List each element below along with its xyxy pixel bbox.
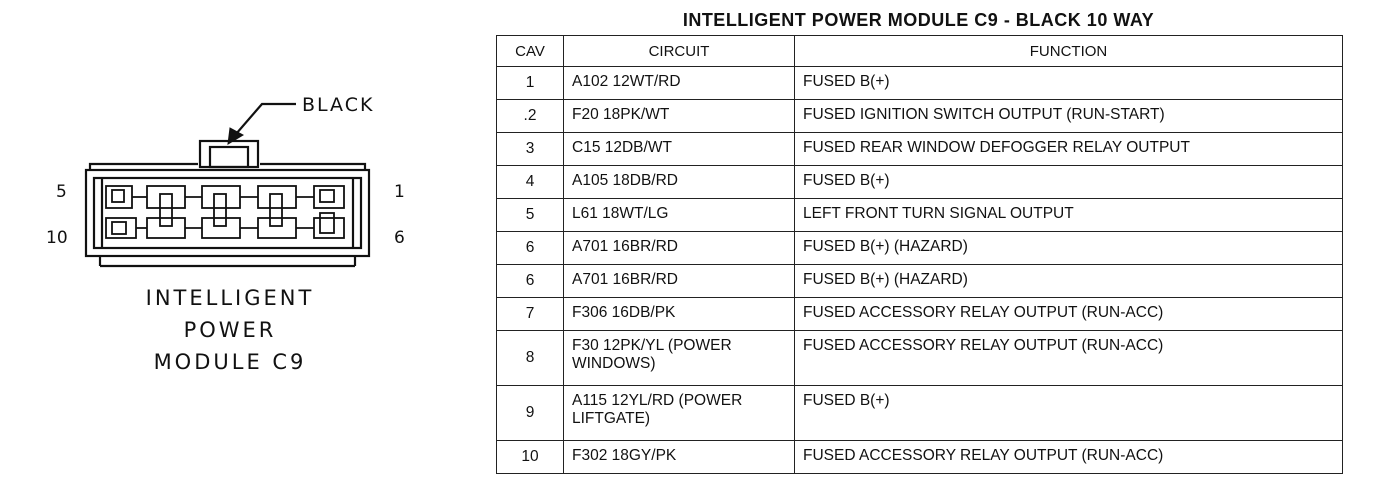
header-circuit: CIRCUIT	[564, 36, 795, 67]
circuit-cell: A701 16BR/RD	[564, 265, 795, 298]
module-name-line-3: MODULE C9	[153, 350, 307, 374]
cav-cell: 10	[497, 441, 564, 474]
module-name-line-1: INTELLIGENT	[145, 286, 315, 310]
function-cell: FUSED B(+)	[795, 386, 1343, 441]
table-row	[497, 265, 1343, 298]
connector-drawing	[0, 0, 470, 502]
table-row	[497, 441, 1343, 474]
table-row	[497, 133, 1343, 166]
table-row	[497, 298, 1343, 331]
table-row	[497, 386, 1343, 441]
circuit-cell: C15 12DB/WT	[564, 133, 795, 166]
function-cell: FUSED ACCESSORY RELAY OUTPUT (RUN-ACC)	[795, 298, 1343, 331]
module-name-line-2: POWER	[183, 318, 277, 342]
function-cell: LEFT FRONT TURN SIGNAL OUTPUT	[795, 199, 1343, 232]
cav-cell: 1	[497, 67, 564, 100]
pinout-table	[496, 35, 1343, 474]
circuit-cell: A115 12YL/RD (POWER LIFTGATE)	[564, 386, 795, 441]
table-row	[497, 331, 1343, 386]
cav-cell: 7	[497, 298, 564, 331]
connector-diagram	[0, 0, 470, 502]
connector-latch	[200, 141, 258, 167]
header-function: FUNCTION	[795, 36, 1343, 67]
circuit-cell: F20 18PK/WT	[564, 100, 795, 133]
connector-body	[86, 164, 369, 266]
callout-arrow	[228, 104, 296, 144]
function-cell: FUSED REAR WINDOW DEFOGGER RELAY OUTPUT	[795, 133, 1343, 166]
connector-color-label: BLACK	[302, 94, 375, 116]
function-cell: FUSED B(+) (HAZARD)	[795, 232, 1343, 265]
circuit-cell: L61 18WT/LG	[564, 199, 795, 232]
circuit-cell: F30 12PK/YL (POWER WINDOWS)	[564, 331, 795, 386]
cav-cell: 6	[497, 265, 564, 298]
table-header-row	[497, 36, 1343, 67]
function-cell: FUSED IGNITION SWITCH OUTPUT (RUN-START)	[795, 100, 1343, 133]
pin-label-5: 5	[56, 182, 67, 202]
circuit-cell: A105 18DB/RD	[564, 166, 795, 199]
cav-cell: 8	[497, 331, 564, 386]
pin-label-10: 10	[46, 228, 68, 248]
circuit-cell: A102 12WT/RD	[564, 67, 795, 100]
table-row	[497, 199, 1343, 232]
function-cell: FUSED B(+)	[795, 166, 1343, 199]
table-row	[497, 232, 1343, 265]
circuit-cell: F302 18GY/PK	[564, 441, 795, 474]
table-row	[497, 166, 1343, 199]
header-cav: CAV	[497, 36, 564, 67]
cav-cell: 4	[497, 166, 564, 199]
cav-cell: .2	[497, 100, 564, 133]
pinout-table-container	[496, 35, 1342, 474]
connector-cavities	[106, 186, 344, 238]
cav-cell: 6	[497, 232, 564, 265]
table-row	[497, 67, 1343, 100]
circuit-cell: A701 16BR/RD	[564, 232, 795, 265]
table-title: INTELLIGENT POWER MODULE C9 - BLACK 10 WAY	[682, 10, 1155, 30]
circuit-cell: F306 16DB/PK	[564, 298, 795, 331]
function-cell: FUSED B(+)	[795, 67, 1343, 100]
pin-label-6: 6	[394, 228, 405, 248]
table-row	[497, 100, 1343, 133]
function-cell: FUSED ACCESSORY RELAY OUTPUT (RUN-ACC)	[795, 331, 1343, 386]
function-cell: FUSED B(+) (HAZARD)	[795, 265, 1343, 298]
cav-cell: 9	[497, 386, 564, 441]
pin-label-1: 1	[394, 182, 405, 202]
cav-cell: 3	[497, 133, 564, 166]
function-cell: FUSED ACCESSORY RELAY OUTPUT (RUN-ACC)	[795, 441, 1343, 474]
cav-cell: 5	[497, 199, 564, 232]
